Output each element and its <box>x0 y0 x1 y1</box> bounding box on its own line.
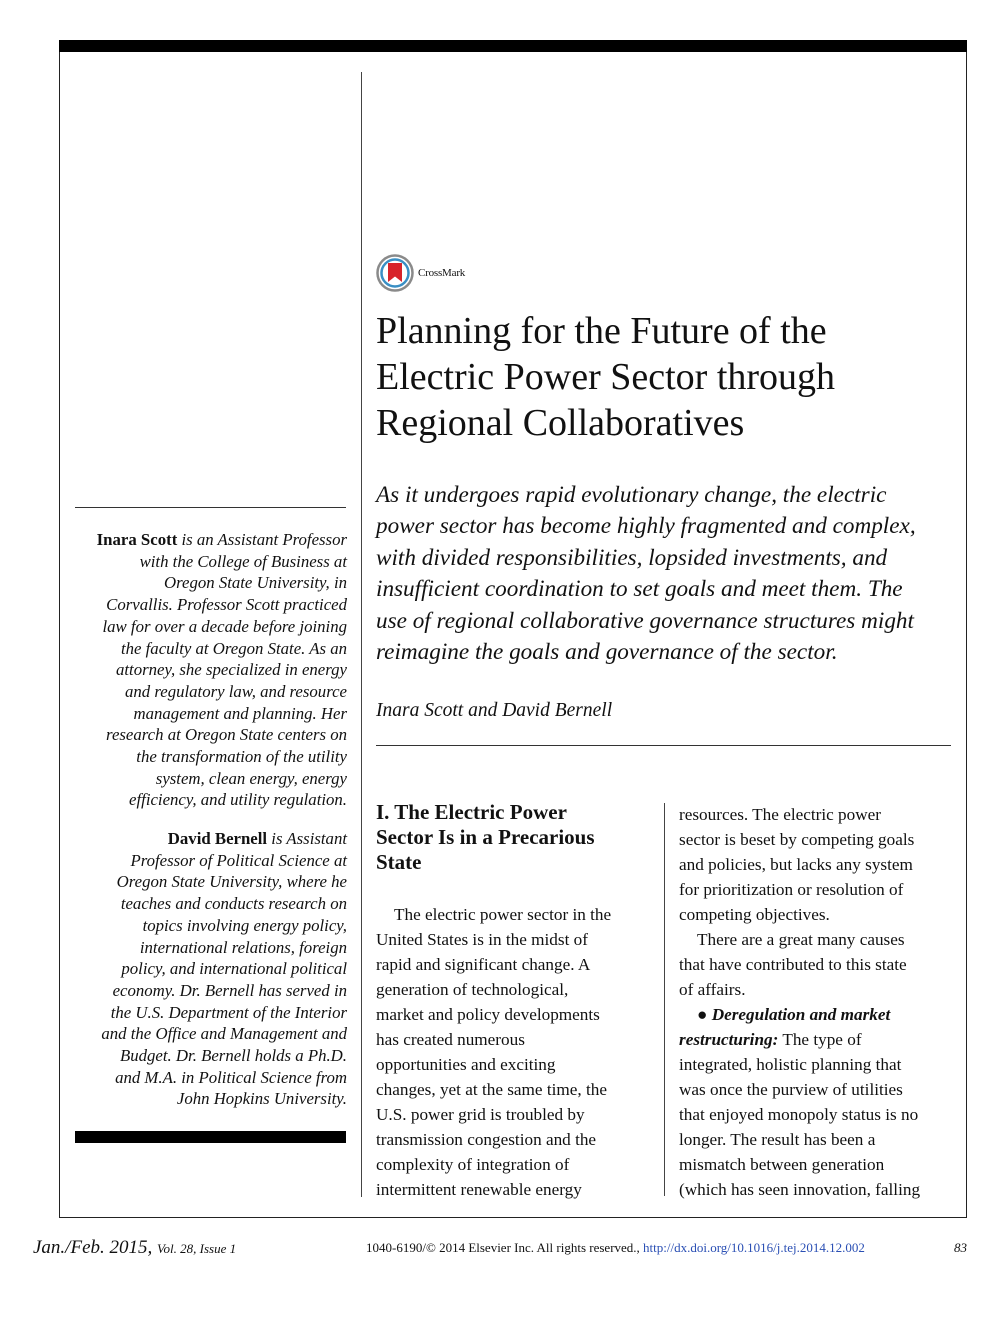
body-line: that enjoyed monopoly status is no <box>679 1105 919 1124</box>
abstract-line: reimagine the goals and governance of the sector. <box>376 639 838 666</box>
body-line: intermittent renewable energy <box>376 1180 582 1199</box>
bio-line: policy, and international political <box>121 959 347 979</box>
issue-date: Jan./Feb. 2015, <box>33 1237 153 1258</box>
abstract-line: use of regional collaborative governance structures might <box>376 607 914 634</box>
volume-issue: Vol. 28, Issue 1 <box>157 1241 237 1256</box>
body-line: of affairs. <box>679 980 746 999</box>
bullet-lead: Deregulation and market <box>711 1005 891 1024</box>
sidebar-divider <box>361 72 362 1197</box>
bio-line: Professor of Political Science at <box>130 850 347 870</box>
bio-name: Inara Scott <box>96 530 178 549</box>
bio-line: the faculty at Oregon State. As an <box>120 638 347 658</box>
bio-line: system, clean energy, energy <box>155 768 347 788</box>
authors-rule <box>376 745 951 746</box>
bio-line: the U.S. Department of the Interior <box>110 1002 347 1022</box>
sidebar-bottom-bar <box>75 1131 346 1143</box>
column-divider <box>664 803 665 1196</box>
paragraph <box>376 902 658 1202</box>
bio-name: David Bernell <box>167 829 268 848</box>
bio-line: John Hopkins University. <box>176 1089 347 1109</box>
body-line: changes, yet at the same time, the <box>376 1080 607 1099</box>
footer-issue <box>33 1237 236 1259</box>
bio-line: is an Assistant Professor <box>181 530 347 549</box>
bullet-paragraph <box>679 1002 961 1202</box>
body-line: was once the purview of utilities <box>679 1080 903 1099</box>
bio-line: teaches and conducts research on <box>120 894 347 914</box>
bio-line: Corvallis. Professor Scott practiced <box>106 595 347 615</box>
abstract-line: As it undergoes rapid evolutionary change, the electric <box>376 482 887 508</box>
bio-line: the transformation of the utility <box>136 747 347 767</box>
body-line: integrated, holistic planning that <box>679 1055 902 1074</box>
abstract-line: power sector has become highly fragmented and complex, <box>376 513 916 540</box>
body-line: rapid and significant change. A <box>376 955 591 974</box>
article-title <box>376 308 956 446</box>
bio-line: efficiency, and utility regulation. <box>129 790 347 810</box>
author-bio-bernell <box>70 828 347 1110</box>
body-line: The electric power sector in the <box>394 905 612 924</box>
body-line: generation of technological, <box>376 980 569 999</box>
body-line: sector is beset by competing goals <box>679 830 915 849</box>
body-column-right <box>679 802 961 1202</box>
title-line: Electric Power Sector through <box>376 356 836 398</box>
abstract-line: with divided responsibilities, lopsided investments, and <box>376 544 888 571</box>
body-line: mismatch between generation <box>679 1155 885 1174</box>
article-abstract <box>376 480 956 668</box>
body-line: U.S. power grid is troubled by <box>376 1105 585 1124</box>
bio-line: and M.A. in Political Science from <box>115 1067 347 1087</box>
body-line: There are a great many causes <box>697 930 905 949</box>
bio-line: international relations, foreign <box>139 937 347 957</box>
body-line: transmission congestion and the <box>376 1130 597 1149</box>
body-line: market and policy developments <box>376 1005 600 1024</box>
bio-line: is Assistant <box>271 829 347 848</box>
sidebar-top-rule <box>75 507 346 508</box>
body-line: that have contributed to this state <box>679 955 907 974</box>
doi-link[interactable]: http://dx.doi.org/10.1016/j.tej.2014.12.002 <box>643 1240 865 1255</box>
body-line: competing objectives. <box>679 905 830 924</box>
crossmark-badge[interactable] <box>376 254 465 292</box>
crossmark-label: CrossMark <box>418 267 466 279</box>
bio-line: law for over a decade before joining <box>102 616 347 636</box>
body-line: (which has seen innovation, falling <box>679 1180 921 1199</box>
bio-line: Oregon State University, in <box>163 573 347 593</box>
page-number: 83 <box>954 1240 967 1255</box>
footer-copyright <box>366 1240 865 1256</box>
section-heading <box>376 800 656 875</box>
body-line: United States is in the midst of <box>376 930 588 949</box>
heading-line: Sector Is in a Precarious <box>376 825 595 849</box>
article-authors: Inara Scott and David Bernell <box>376 700 613 721</box>
abstract-line: insufficient coordination to set goals and meet them. The <box>376 576 903 603</box>
heading-line: State <box>376 850 422 874</box>
heading-line: I. The Electric Power <box>376 800 567 824</box>
body-line: The type of <box>778 1030 862 1049</box>
body-line: longer. The result has been a <box>679 1130 876 1149</box>
bullet-lead: restructuring: <box>679 1030 779 1049</box>
body-line: and policies, but lacks any system <box>679 855 913 874</box>
body-line: resources. The electric power <box>679 805 882 824</box>
bio-line: with the College of Business at <box>139 551 347 571</box>
top-rule-bar <box>59 40 967 52</box>
body-line: complexity of integration of <box>376 1155 570 1174</box>
bio-line: research at Oregon State centers on <box>106 725 347 745</box>
title-line: Planning for the Future of the <box>376 310 827 352</box>
bio-line: topics involving energy policy, <box>142 915 347 935</box>
bullet-icon: ● <box>697 1005 708 1024</box>
paragraph <box>679 802 961 927</box>
body-column-left <box>376 902 658 1202</box>
body-line: opportunities and exciting <box>376 1055 556 1074</box>
body-line: has created numerous <box>376 1030 525 1049</box>
bio-line: management and planning. Her <box>133 703 347 723</box>
bio-line: and regulatory law, and resource <box>124 681 347 701</box>
bio-line: economy. Dr. Bernell has served in <box>112 980 347 1000</box>
bio-line: attorney, she specialized in energy <box>116 660 347 680</box>
bio-line: Budget. Dr. Bernell holds a Ph.D. <box>120 1046 347 1066</box>
copyright-text: 1040-6190/© 2014 Elsevier Inc. All rights reserved., <box>366 1240 640 1255</box>
bio-line: and the Office and Management and <box>101 1024 347 1044</box>
author-bio-scott <box>70 529 347 811</box>
paragraph <box>679 927 961 1002</box>
bio-line: Oregon State University, where he <box>116 872 347 892</box>
crossmark-icon <box>376 254 414 292</box>
body-line: for prioritization or resolution of <box>679 880 904 899</box>
title-line: Regional Collaboratives <box>376 402 745 444</box>
